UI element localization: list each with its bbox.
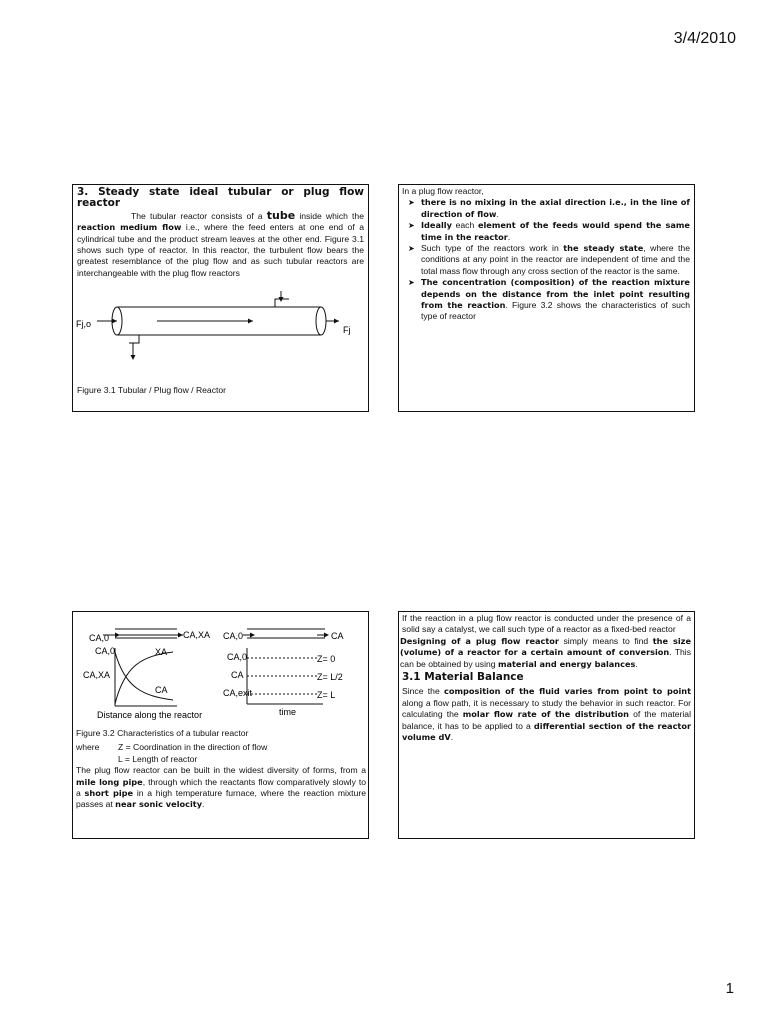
- tubular-reactor-diagram: [73, 285, 369, 375]
- right-z0-label: Z= 0: [317, 654, 336, 664]
- right-row-ca0-label: CA,0: [227, 652, 248, 662]
- page-date: 3/4/2010: [673, 30, 736, 47]
- slide-intro: In a plug flow reactor,: [402, 186, 484, 196]
- left-caxa-label: CA,XA: [83, 670, 111, 680]
- bullet-no-axial-mixing: ➤ there is no mixing in the axial direction i.e., in the line of direction of flow.: [404, 197, 690, 220]
- left-xa-label: XA: [155, 647, 168, 657]
- bullet-concentration: ➤ The concentration (composition) of the reaction mixture depends on the distance from the inlet point resulting from the reaction. Figure 3.2 shows the characteristics of such type of reactor: [404, 277, 690, 323]
- slide-heading: 3. Steady state ideal tubular or plug flow reactor: [77, 186, 364, 210]
- right-top-in-label: CA,0: [223, 631, 244, 641]
- slide-plug-flow-characteristics: [398, 184, 695, 412]
- figure-caption: Figure 3.1 Tubular / Plug flow / Reactor: [77, 385, 227, 395]
- figure-caption: Figure 3.2 Characteristics of a tubular reactor: [76, 728, 249, 738]
- left-top-in-label: CA,0: [89, 633, 110, 643]
- design-paragraph: Designing of a plug flow reactor simply means to find the size (volume) of a reactor for a certain amount of conversion. This can be obtained by using material and energy balances.: [400, 635, 692, 669]
- slide-paragraph: The tubular reactor consists of a tube inside which the reaction medium flow i.e., where the feed enters at one end of a cylindrical tube and the product stream leaves at the other end. Figure 3.1 shows such type of reactor. In this reactor, the turbulent flow bears the greatest resemblance of the plug flow and as such tubular reactors are interchangeable with the plug flow reactors: [77, 208, 364, 278]
- right-row-caexit-label: CA,exit: [223, 688, 253, 698]
- left-ca-label: CA: [155, 685, 168, 695]
- material-balance-paragraph: Since the composition of the fluid varies from point to point along a flow path, it is necessary to study the behavior in such reactor. For calculating the molar flow rate of the distribution of the material balance, it has to be applied to a differential section of the reactor volume dV.: [402, 686, 692, 743]
- left-top-out-label: CA,XA: [183, 630, 211, 640]
- left-x-axis-label: Distance along the reactor: [97, 710, 203, 720]
- characteristics-diagram: [73, 612, 369, 724]
- right-top-out-label: CA: [331, 631, 344, 641]
- right-zhalf-label: Z= L/2: [317, 672, 343, 682]
- bullet-steady-state: ➤ Such type of the reactors work in the steady state, where the conditions at any point in the reactor are independent of time and the total mass flow through any cross section of the reactor is the same.: [404, 243, 690, 277]
- slide-tubular-reactor: [72, 184, 369, 412]
- definitions: where Z = Coordination in the direction of flow L = Length of reactor: [76, 742, 268, 764]
- section-heading: 3.1 Material Balance: [402, 671, 524, 684]
- right-x-axis-label: time: [279, 707, 297, 717]
- bullet-residence-time: ➤ Ideally each element of the feeds would spend the same time in the reactor.: [404, 220, 690, 243]
- right-row-ca-label: CA: [231, 670, 244, 680]
- label-feed-in: Fj,o: [76, 319, 92, 329]
- fixed-bed-paragraph: If the reaction in a plug flow reactor is conducted under the presence of a solid say a catalyst, we call such type of a reactor as a fixed-bed reactor: [402, 613, 691, 635]
- page-number: 1: [725, 980, 734, 997]
- right-zl-label: Z= L: [317, 690, 336, 700]
- slide-paragraph: The plug flow reactor can be built in the widest diversity of forms, from a mile long pipe, through which the reactants flow comparatively slowly to a short pipe in a high temperature furnace, where the reaction mixture passes at near sonic velocity.: [76, 765, 366, 810]
- slide-tubular-characteristics: [72, 611, 369, 839]
- label-feed-out: Fj: [343, 325, 351, 335]
- slide-material-balance: [398, 611, 695, 839]
- left-ca0-label: CA,0: [95, 646, 116, 656]
